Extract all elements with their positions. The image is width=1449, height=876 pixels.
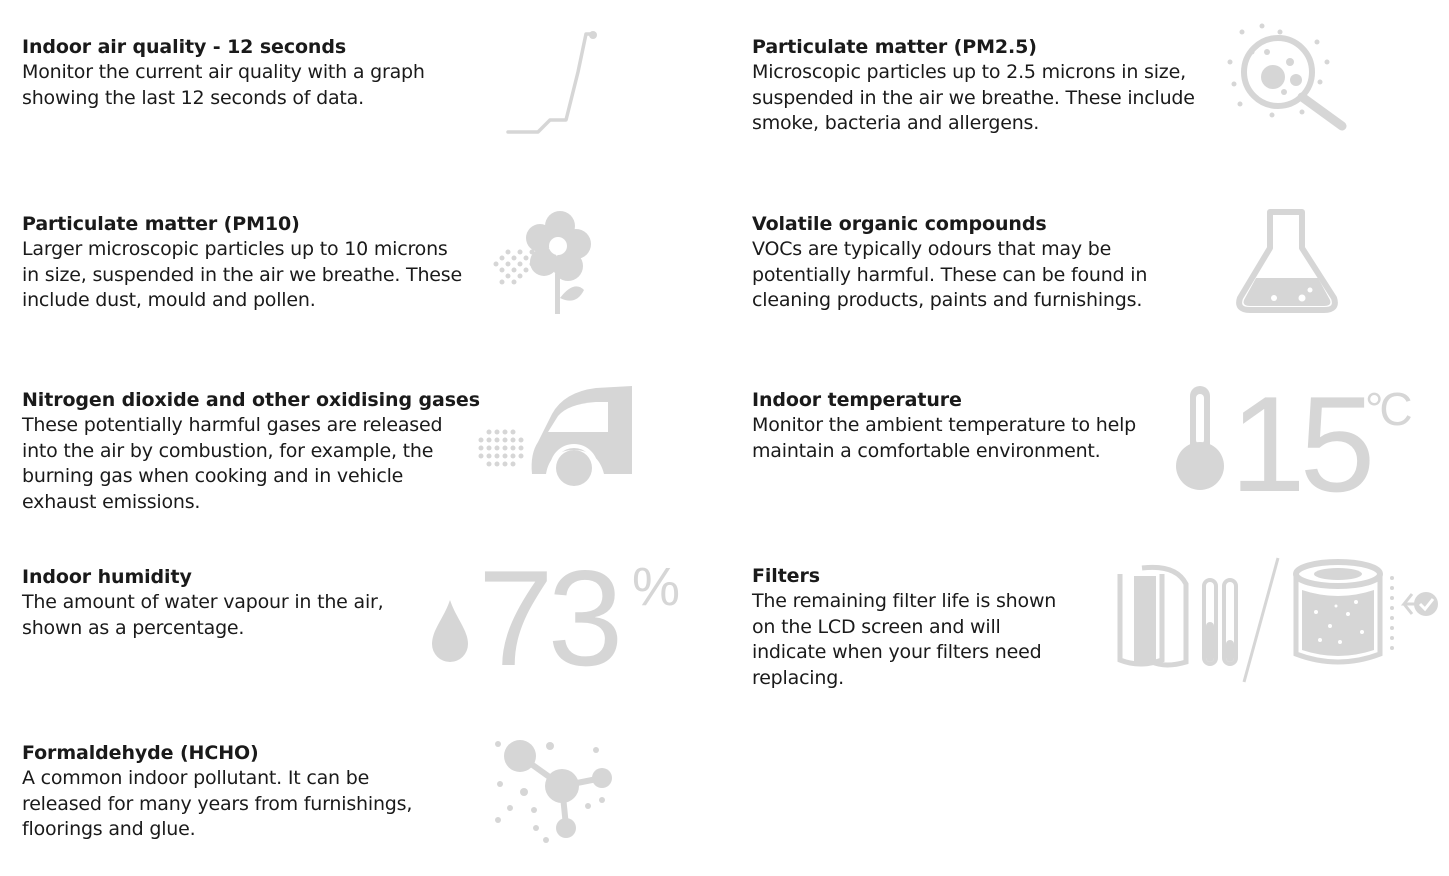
feature-title: Formaldehyde (HCHO) (22, 742, 259, 764)
line-graph-icon (500, 26, 610, 138)
temperature-unit: °C (1365, 383, 1409, 435)
humidity-unit: % (632, 557, 681, 617)
feature-title: Nitrogen dioxide and other oxidising gases (22, 389, 480, 411)
feature-description: Monitor the current air quality with a graph showing the last 12 seconds of data. (22, 61, 425, 109)
water-drop-icon (430, 598, 470, 664)
feature-description: Larger microscopic particles up to 10 microns in size, suspended in the air we breathe. These include dust, mould and pollen. (22, 238, 462, 312)
filter-cartridges-icon (1116, 556, 1444, 684)
feature-filters (752, 563, 1056, 691)
feature-title: Filters (752, 565, 820, 587)
feature-title: Volatile organic compounds (752, 213, 1047, 235)
feature-title: Particulate matter (PM2.5) (752, 36, 1037, 58)
feature-formaldehyde (22, 740, 412, 843)
feature-description: These potentially harmful gases are released into the air by combustion, for example, the burning gas when cooking and in vehicle exhaust emissions. (22, 414, 443, 513)
thermometer-icon (1174, 382, 1226, 492)
feature-indoor-humidity (22, 564, 383, 641)
feature-pm10 (22, 211, 462, 314)
feature-description: VOCs are typically odours that may be potentially harmful. These can be found in cleaning products, paints and furnishings. (752, 238, 1148, 312)
magnifier-particles-icon (1222, 22, 1352, 132)
feature-description: Microscopic particles up to 2.5 microns in size, suspended in the air we breathe. These include smoke, bacteria and allergens. (752, 61, 1195, 135)
feature-indoor-temperature (752, 387, 1136, 464)
feature-description: Monitor the ambient temperature to help maintain a comfortable environment. (752, 414, 1137, 462)
feature-description: A common indoor pollutant. It can be released for many years from furnishings, floorings and glue. (22, 767, 413, 841)
feature-title: Indoor humidity (22, 566, 192, 588)
feature-title: Indoor temperature (752, 389, 962, 411)
feature-description: The amount of water vapour in the air, shown as a percentage. (22, 591, 384, 639)
feature-description: The remaining filter life is shown on the LCD screen and will indicate when your filters need replacing. (752, 590, 1057, 689)
feature-title: Indoor air quality - 12 seconds (22, 36, 347, 58)
humidity-value: 73 (478, 542, 618, 694)
car-exhaust-icon (476, 384, 636, 492)
flask-icon (1234, 208, 1340, 314)
feature-title: Particulate matter (PM10) (22, 213, 300, 235)
feature-indoor-air-quality (22, 34, 425, 111)
feature-pm25 (752, 34, 1195, 137)
flower-pollen-icon (488, 206, 596, 316)
molecule-icon (490, 736, 616, 846)
feature-voc (752, 211, 1147, 314)
feature-nitrogen-dioxide (22, 387, 480, 515)
temperature-value: 15 (1230, 368, 1370, 520)
